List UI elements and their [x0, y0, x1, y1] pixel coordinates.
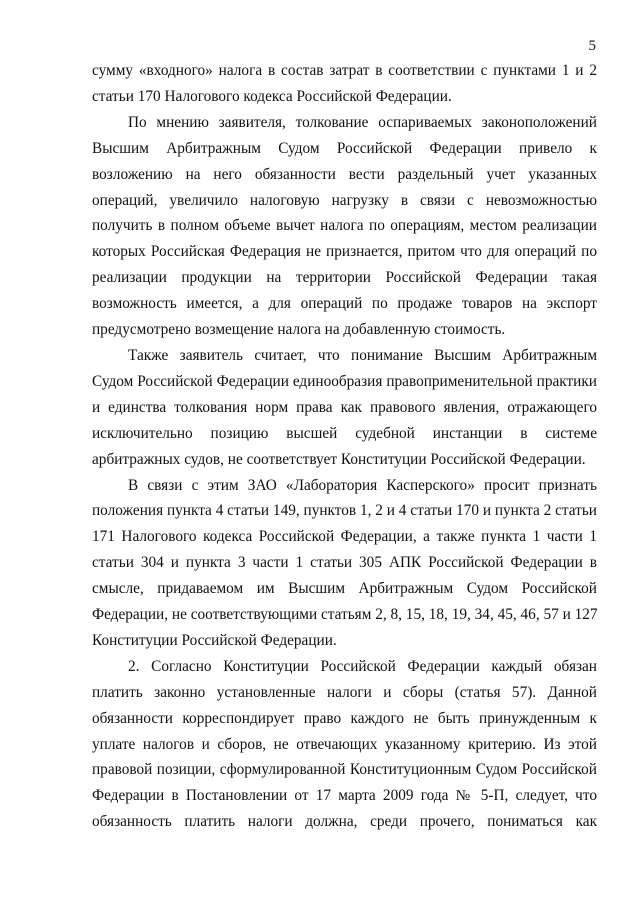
text-line: В связи с этим ЗАО «Лаборатория Касперского» просит признать	[128, 476, 597, 494]
text-line: обязанности корреспондирует право каждого не быть принужденным к	[92, 709, 597, 727]
text-line: статьи 170 Налогового кодекса Российской Федерации.	[92, 87, 452, 105]
text-line: 171 Налогового кодекса Российской Федерации, а также пункта 1 части 1	[92, 528, 597, 546]
text-line: уплате налогов и сборов, не отвечающих указанному критерию. Из этой	[92, 735, 597, 753]
text-line: Федерации, не соответствующими статьям 2, 8, 15, 18, 19, 34, 45, 46, 57 и 127	[92, 606, 598, 624]
text-line: Федерации в Постановлении от 17 марта 2009 года № 5-П, следует, что	[92, 787, 597, 805]
paragraph-2	[92, 110, 597, 343]
text-line: получить в полном объеме вычет налога по операциям, местом реализации	[92, 217, 597, 235]
text-line: реализации продукции на территории Российской Федерации такая	[92, 269, 597, 287]
text-line: статьи 304 и пункта 3 части 1 статьи 305 АПК Российской Федерации в	[92, 554, 597, 572]
paragraph-1	[92, 58, 597, 110]
text-line: По мнению заявителя, толкование оспариваемых законоположений	[128, 113, 597, 131]
text-line: обязанность платить налоги должна, среди прочего, пониматься как	[92, 813, 597, 831]
paragraph-4	[92, 473, 597, 654]
text-line: возложению на него обязанности вести раздельный учет указанных	[92, 165, 597, 183]
text-line: которых Российская Федерация не признается, притом что для операций по	[92, 243, 597, 261]
text-line: сумму «входного» налога в состав затрат в соответствии с пунктами 1 и 2	[92, 62, 597, 79]
text-line: Судом Российской Федерации единообразия правоприменительной практики	[92, 372, 597, 390]
text-line: 2. Согласно Конституции Российской Федерации каждый обязан	[128, 657, 597, 675]
text-line: арбитражных судов, не соответствует Конституции Российской Федерации.	[92, 450, 586, 468]
page-number: 5	[588, 38, 596, 54]
document-body	[92, 58, 597, 835]
text-line: платить законно установленные налоги и сборы (статья 57). Данной	[92, 683, 597, 701]
text-line: Конституции Российской Федерации.	[92, 631, 337, 649]
text-line: и единства толкования норм права как правового явления, отражающего	[92, 398, 597, 416]
paragraph-3	[92, 343, 597, 473]
text-line: смысле, придаваемом им Высшим Арбитражным Судом Российской	[92, 580, 597, 598]
text-line: положения пункта 4 статьи 149, пунктов 1, 2 и 4 статьи 170 и пункта 2 статьи	[92, 502, 597, 520]
paragraph-5	[92, 654, 597, 835]
text-line: операций, увеличило налоговую нагрузку в связи с невозможностью	[92, 191, 597, 209]
text-line: Высшим Арбитражным Судом Российской Федерации привело к	[92, 139, 597, 157]
text-line: предусмотрено возмещение налога на добавленную стоимость.	[92, 321, 506, 339]
text-line: правовой позиции, сформулированной Конституционным Судом Российской	[92, 761, 597, 779]
text-line: исключительно позицию высшей судебной инстанции в системе	[92, 424, 597, 442]
text-line: возможность имеется, а для операций по продаже товаров на экспорт	[92, 295, 597, 313]
text-line: Также заявитель считает, что понимание Высшим Арбитражным	[128, 346, 597, 364]
